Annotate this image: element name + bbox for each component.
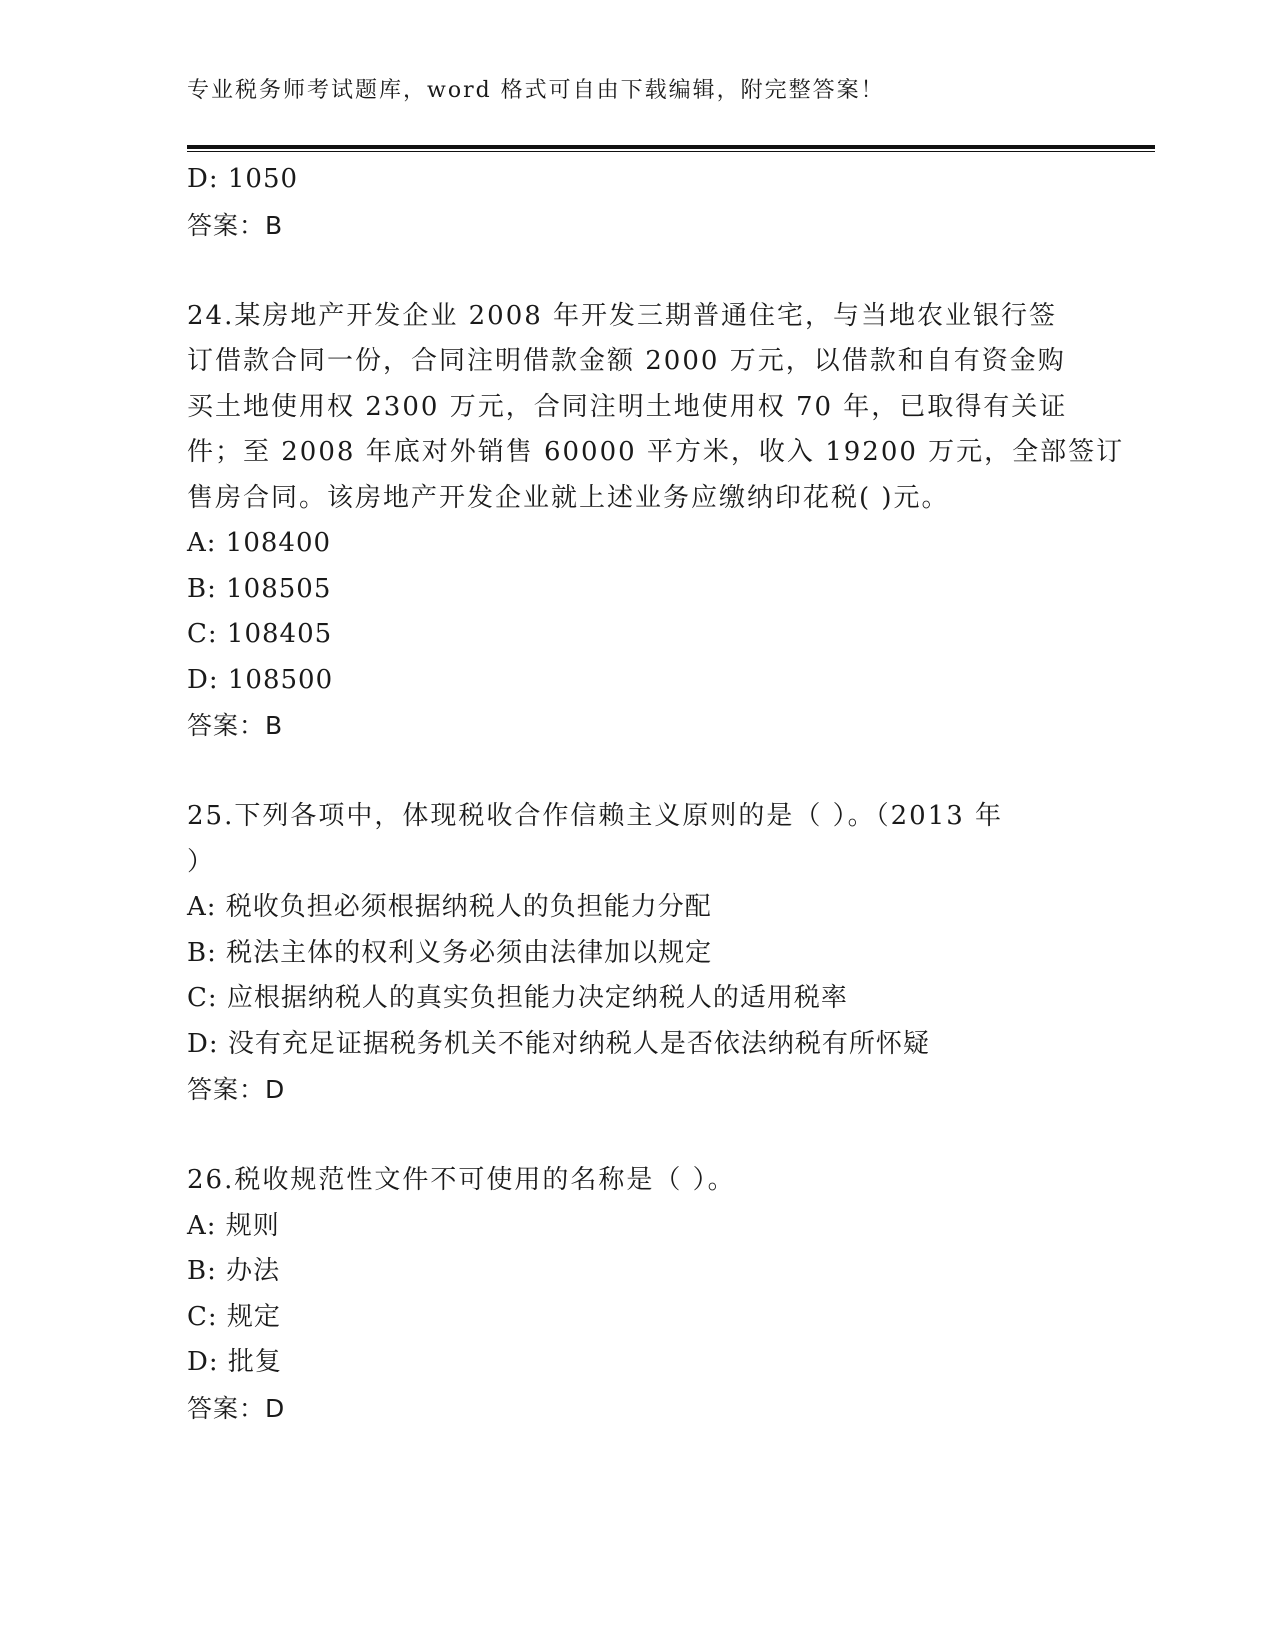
question-24-option-b: B: 108505 bbox=[187, 573, 332, 604]
question-26 bbox=[187, 1158, 1087, 1431]
spacing-gap bbox=[187, 1113, 1087, 1159]
question-25-line-2: ） bbox=[187, 846, 216, 877]
question-26-option-b: B: 办法 bbox=[187, 1256, 281, 1286]
spacing-gap bbox=[187, 749, 1087, 795]
question-24-line-2: 订借款合同一份，合同注明借款金额 2000 万元，以借款和自有资金购 bbox=[187, 346, 1066, 376]
question-24-line-4: 件；至 2008 年底对外销售 60000 平方米，收入 19200 万元，全部签订 bbox=[187, 437, 1125, 467]
question-24-line-5: 售房合同。该房地产开发企业就上述业务应缴纳印花税( )元。 bbox=[187, 482, 950, 513]
question-26-option-d: D: 批复 bbox=[187, 1347, 282, 1377]
previous-question-answer: 答案：B bbox=[187, 210, 284, 240]
question-26-answer: 答案：D bbox=[187, 1393, 286, 1423]
question-26-line-1: 26.税收规范性文件不可使用的名称是（ ）。 bbox=[187, 1165, 736, 1195]
header-note: 专业税务师考试题库，word 格式可自由下载编辑，附完整答案！ bbox=[187, 78, 885, 103]
spacing-gap bbox=[187, 248, 1087, 294]
header-divider-thick bbox=[187, 145, 1155, 149]
question-24-option-a: A: 108400 bbox=[187, 528, 332, 558]
question-25-option-a: A: 税收负担必须根据纳税人的负担能力分配 bbox=[187, 892, 712, 922]
question-24 bbox=[187, 294, 1125, 749]
question-25-option-b: B: 税法主体的权利义务必须由法律加以规定 bbox=[187, 937, 713, 968]
question-25-option-d: D: 没有充足证据税务机关不能对纳税人是否依法纳税有所怀疑 bbox=[187, 1028, 930, 1059]
previous-question-option-d: D: 1050 bbox=[187, 164, 299, 194]
question-26-option-a: A: 规则 bbox=[187, 1210, 280, 1241]
question-24-answer: 答案：B bbox=[187, 711, 284, 740]
question-content bbox=[187, 157, 1125, 1431]
question-24-option-c: C: 108405 bbox=[187, 619, 333, 649]
question-26-option-c: C: 规定 bbox=[187, 1301, 281, 1332]
question-24-line-1: 24.某房地产开发企业 2008 年开发三期普通住宅，与当地农业银行签 bbox=[187, 300, 1058, 331]
question-25-answer: 答案：D bbox=[187, 1075, 286, 1104]
question-25-option-c: C: 应根据纳税人的真实负担能力决定纳税人的适用税率 bbox=[187, 983, 848, 1013]
question-24-option-d: D: 108500 bbox=[187, 664, 334, 695]
question-25-line-1: 25.下列各项中，体现税收合作信赖主义原则的是（ ）。（2013 年 bbox=[187, 801, 1004, 831]
question-24-line-3: 买土地使用权 2300 万元，合同注明土地使用权 70 年，已取得有关证 bbox=[187, 391, 1068, 422]
question-25 bbox=[187, 794, 1087, 1113]
header-divider-thin bbox=[187, 151, 1155, 152]
